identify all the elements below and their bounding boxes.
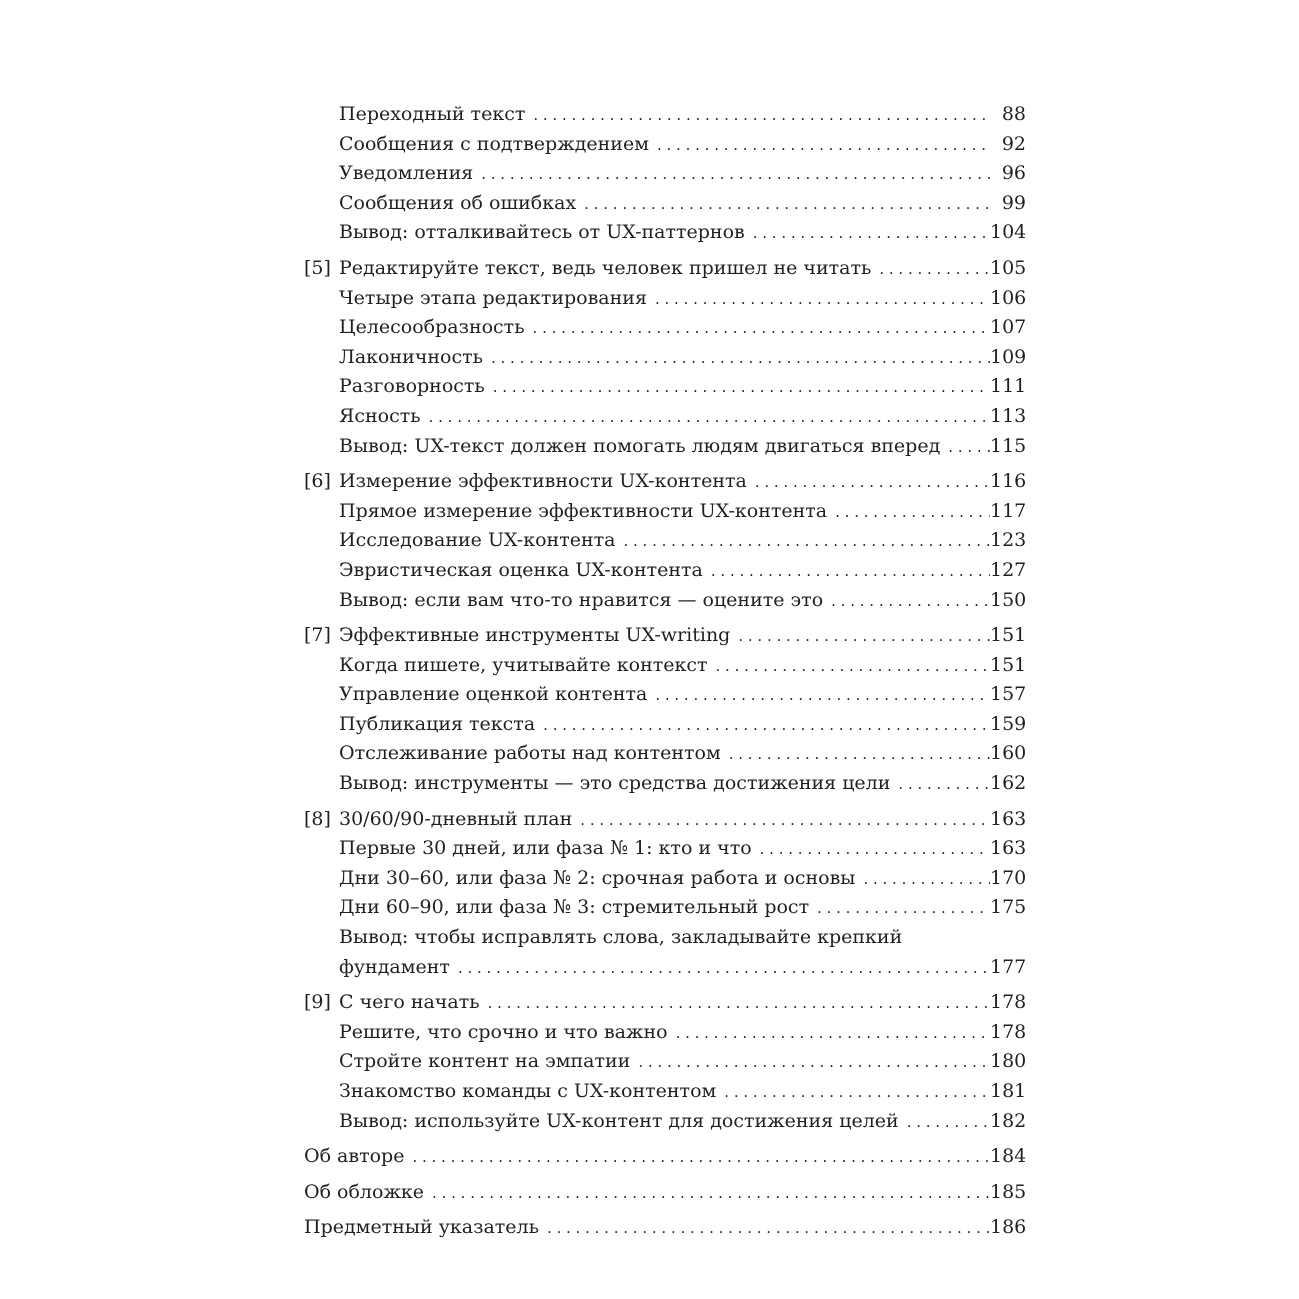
toc-entry-title: Отслеживание работы над контентом: [339, 742, 721, 765]
dot-leader: [755, 468, 990, 498]
toc-entry-page: 99: [1001, 191, 1026, 214]
dot-leader: [835, 498, 990, 528]
toc-entry-title: Предметный указатель: [304, 1216, 539, 1239]
toc-entry-title: Дни 60–90, или фаза № 3: стремительный рост: [339, 896, 810, 919]
toc-entry-page: 157: [990, 683, 1027, 706]
dot-leader: [711, 557, 990, 587]
toc-entry-page: 163: [990, 837, 1027, 860]
dot-leader: [753, 219, 990, 249]
chapter-number: [7]: [304, 624, 331, 647]
toc-entry[interactable]: [304, 834, 1026, 864]
toc-entry-page: 163: [990, 807, 1027, 830]
toc-entry[interactable]: [304, 769, 1026, 799]
toc-entry-page: 180: [990, 1050, 1027, 1073]
toc-entry-page: 178: [990, 991, 1027, 1014]
toc-entry[interactable]: [304, 1077, 1026, 1107]
toc-entry-page: 184: [990, 1145, 1027, 1168]
dot-leader: [724, 1078, 990, 1108]
toc-entry[interactable]: [304, 1018, 1026, 1048]
toc-entry-page: 123: [990, 529, 1027, 552]
dot-leader: [863, 865, 990, 895]
toc-entry-page: 107: [990, 316, 1027, 339]
chapter-number: [6]: [304, 470, 331, 493]
toc-entry-continuation[interactable]: [304, 953, 1026, 983]
chapter-number: [5]: [304, 256, 331, 279]
toc-entry-title: Когда пишете, учитывайте контекст: [339, 653, 708, 676]
toc-entry-title: Вывод: используйте UX-контент для достижения целей: [339, 1109, 899, 1132]
toc-entry[interactable]: [304, 372, 1026, 402]
toc-entry-title: Сообщения с подтверждением: [339, 132, 649, 155]
toc-entry-title: Публикация текста: [339, 712, 536, 735]
dot-leader: [738, 622, 990, 652]
dot-leader: [533, 101, 990, 131]
dot-leader: [432, 1179, 990, 1209]
toc-entry[interactable]: [304, 159, 1026, 189]
toc-entry-page: 117: [990, 499, 1027, 522]
dot-leader: [657, 131, 990, 161]
toc-chapter[interactable]: [304, 467, 1026, 497]
dot-leader: [760, 835, 990, 865]
table-of-contents: [304, 100, 1026, 1243]
toc-entry[interactable]: [304, 402, 1026, 432]
toc-entry-page: 151: [990, 653, 1027, 676]
toc-chapter[interactable]: [304, 254, 1026, 284]
toc-section[interactable]: [304, 1142, 1026, 1172]
toc-entry-title: Редактируйте текст, ведь человек пришел не читать: [339, 256, 872, 279]
dot-leader: [676, 1019, 990, 1049]
toc-entry[interactable]: [304, 556, 1026, 586]
toc-entry-title: С чего начать: [339, 991, 480, 1014]
chapter-number: [9]: [304, 991, 331, 1014]
dot-leader: [458, 954, 990, 984]
dot-leader: [623, 527, 990, 557]
toc-entry-title: Разговорность: [339, 375, 485, 398]
toc-entry-title: Сообщения об ошибках: [339, 191, 577, 214]
toc-entry-page: 104: [990, 221, 1027, 244]
toc-entry[interactable]: [304, 710, 1026, 740]
toc-entry-page: 113: [990, 404, 1027, 427]
dot-leader: [584, 190, 990, 220]
toc-entry-title: Вывод: отталкивайтесь от UX-паттернов: [339, 221, 745, 244]
dot-leader: [948, 433, 990, 463]
dot-leader: [533, 314, 990, 344]
toc-entry-page: 116: [990, 470, 1027, 493]
toc-entry-title: Переходный текст: [339, 103, 526, 125]
toc-entry-page: 160: [990, 742, 1027, 765]
toc-entry-page: 178: [990, 1020, 1027, 1043]
toc-entry-page: 96: [1001, 162, 1026, 185]
dot-leader: [638, 1048, 990, 1078]
toc-entry[interactable]: [304, 864, 1026, 894]
toc-entry-page: 162: [990, 772, 1027, 795]
toc-entry-title: фундамент: [339, 955, 450, 978]
toc-entry-page: 115: [990, 434, 1027, 457]
toc-entry-page: 182: [990, 1109, 1027, 1132]
toc-entry-page: 177: [990, 955, 1027, 978]
dot-leader: [493, 373, 990, 403]
toc-chapter[interactable]: [304, 805, 1026, 835]
dot-leader: [655, 681, 990, 711]
dot-leader: [716, 652, 990, 682]
toc-entry[interactable]: [304, 526, 1026, 556]
dot-leader: [491, 344, 990, 374]
toc-entry[interactable]: [304, 284, 1026, 314]
toc-entry-title: Четыре этапа редактирования: [339, 286, 647, 309]
dot-leader: [729, 740, 990, 770]
toc-entry[interactable]: [304, 432, 1026, 462]
toc-entry-page: 150: [990, 588, 1027, 611]
toc-entry[interactable]: [304, 343, 1026, 373]
toc-entry-title: Лаконичность: [339, 345, 483, 368]
toc-entry-title: Первые 30 дней, или фаза № 1: кто и что: [339, 837, 752, 860]
toc-chapter[interactable]: [304, 621, 1026, 651]
toc-section[interactable]: [304, 1213, 1026, 1243]
toc-entry[interactable]: [304, 1047, 1026, 1077]
toc-entry[interactable]: [304, 893, 1026, 923]
dot-leader: [412, 1143, 990, 1173]
dot-leader: [481, 160, 990, 190]
toc-entry-title: Вывод: чтобы исправлять слова, закладывайте крепкий: [339, 926, 903, 949]
toc-entry[interactable]: [304, 1107, 1026, 1137]
toc-entry-title: Вывод: UX-текст должен помогать людям двигаться вперед: [339, 434, 941, 457]
toc-entry-title: Ясность: [339, 404, 421, 427]
toc-entry-page: 109: [990, 345, 1027, 368]
toc-entry-page: 170: [990, 866, 1027, 889]
toc-entry[interactable]: [304, 497, 1026, 527]
toc-entry[interactable]: [304, 100, 1026, 130]
toc-entry-title: Вывод: инструменты — это средства достижения цели: [339, 772, 891, 795]
dot-leader: [543, 711, 990, 741]
toc-entry-title: Стройте контент на эмпатии: [339, 1050, 631, 1073]
dot-leader: [898, 770, 990, 800]
toc-entry[interactable]: [304, 680, 1026, 710]
toc-entry[interactable]: [304, 739, 1026, 769]
dot-leader: [907, 1108, 990, 1138]
chapter-number: [8]: [304, 807, 331, 830]
toc-entry-title: Эвристическая оценка UX-контента: [339, 558, 703, 581]
dot-leader: [831, 587, 990, 617]
dot-leader: [580, 806, 990, 836]
toc-entry-title: Вывод: если вам что-то нравится — оцените это: [339, 588, 824, 611]
dot-leader: [879, 255, 990, 285]
toc-entry-page: 185: [990, 1180, 1027, 1203]
toc-entry[interactable]: [304, 218, 1026, 248]
toc-entry-title: 30/60/90-дневный план: [339, 807, 573, 830]
toc-entry[interactable]: [304, 130, 1026, 160]
toc-entry-title: Целесообразность: [339, 316, 525, 339]
toc-entry[interactable]: [304, 651, 1026, 681]
dot-leader: [429, 403, 990, 433]
toc-entry[interactable]: [304, 923, 1026, 953]
toc-entry-title: Управление оценкой контента: [339, 683, 648, 706]
toc-entry-title: Эффективные инструменты UX-writing: [339, 624, 731, 647]
dot-leader: [488, 989, 990, 1019]
toc-entry-title: Уведомления: [339, 162, 474, 185]
toc-entry-page: 92: [1001, 132, 1026, 155]
toc-entry-page: 106: [990, 286, 1027, 309]
toc-entry-page: 105: [990, 256, 1027, 279]
toc-entry[interactable]: [304, 189, 1026, 219]
toc-entry-title: Решите, что срочно и что важно: [339, 1020, 668, 1043]
toc-entry-page: 186: [990, 1216, 1027, 1239]
toc-entry-title: Исследование UX-контента: [339, 529, 616, 552]
toc-entry-page: 175: [990, 896, 1027, 919]
toc-entry-title: Измерение эффективности UX-контента: [339, 470, 747, 493]
toc-entry-title: Об обложке: [304, 1180, 425, 1203]
toc-entry-title: Знакомство команды с UX-контентом: [339, 1080, 717, 1102]
toc-entry[interactable]: [304, 313, 1026, 343]
dot-leader: [817, 894, 990, 924]
toc-entry-page: 181: [990, 1080, 1027, 1102]
toc-section[interactable]: [304, 1178, 1026, 1208]
dot-leader: [547, 1214, 990, 1244]
toc-entry[interactable]: [304, 586, 1026, 616]
toc-entry-page: 151: [990, 624, 1027, 647]
dot-leader: [655, 285, 990, 315]
toc-entry-page: 159: [990, 712, 1027, 735]
toc-entry-title: Об авторе: [304, 1145, 405, 1168]
toc-chapter[interactable]: [304, 988, 1026, 1018]
toc-entry-title: Дни 30–60, или фаза № 2: срочная работа и основы: [339, 866, 856, 889]
toc-entry-title: Прямое измерение эффективности UX-контента: [339, 499, 828, 522]
toc-entry-page: 127: [990, 558, 1027, 581]
toc-entry-page: 111: [990, 375, 1027, 398]
toc-entry-page: 88: [1001, 103, 1026, 125]
